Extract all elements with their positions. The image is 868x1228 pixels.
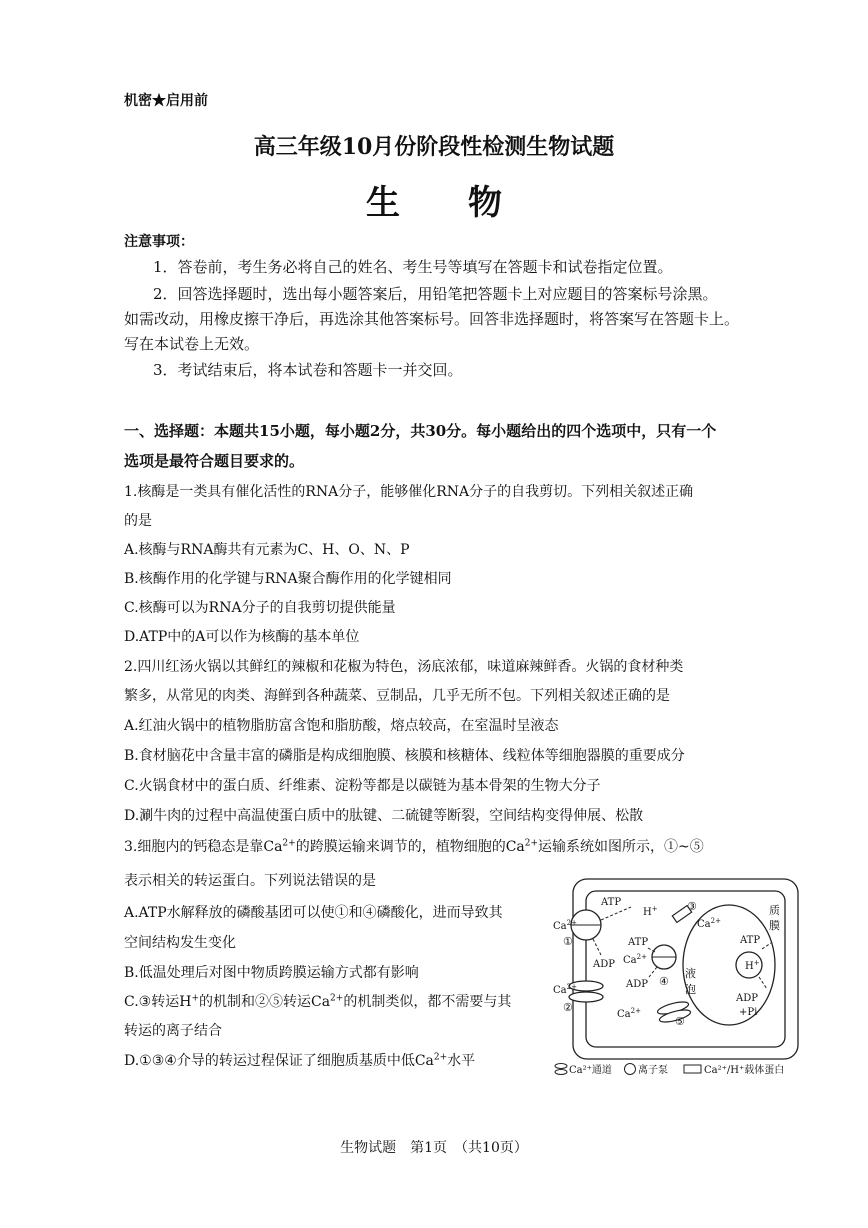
label-adp-vacuole: ADP [736,993,758,1004]
q3-option-d: D.①③④介导的转运过程保证了细胞质基质中低$Ca^{2+}$水平 [124,1052,476,1069]
exam-title: 高三年级10月份阶段性检测生物试题 [253,134,615,160]
notice-heading: 注意事项： [124,234,194,250]
arrow-adp-1 [593,939,601,955]
label-num-2: ② [563,1001,573,1014]
section-heading-line-1: 一、选择题：本题共15小题，每小题2分，共30分。每小题给出的四个选项中，只有一个 [124,422,717,440]
label-num-3: ③ [687,900,697,913]
label-ca-4: $Ca^{2+}$ [623,953,647,966]
label-h-3: H+ [643,905,658,918]
q2-stem-line-2: 繁多，从常见的肉类、海鲜到各种蔬菜、豆制品，几乎无所不包。下列相关叙述正确的是 [124,688,670,704]
label-num-4: ④ [659,975,669,988]
legend-pump-label: 离子泵 [638,1065,668,1076]
notice-item-1: 1．答卷前，考生务必将自己的姓名、考生号等填写在答题卡和试卷指定位置。 [153,258,673,276]
label-ca-1: $Ca^{2+}$ [553,919,577,932]
label-ca-2: $Ca^{2+}$ [553,983,577,996]
label-num-1: ① [563,935,573,948]
legend-carrier-label: Ca²⁺/H⁺载体蛋白 [704,1065,785,1076]
q3-option-c-line-1: C.③转运H+的机制和②⑤转运$Ca^{2+}$的机制类似，都不需要与其 [124,993,512,1010]
notice-item-2-line-3: 写在本试卷上无效。 [124,335,260,353]
legend-channel-icon-bottom [555,1070,567,1075]
q2-option-b: B.食材脑花中含量丰富的磷脂是构成细胞膜、核膜和核糖体、线粒体等细胞器膜的重要成分 [124,748,685,764]
legend-carrier-icon [684,1065,701,1073]
q2-option-a: A.红油火锅中的植物脂肪富含饱和脂肪酸，熔点较高，在室温时呈液态 [124,718,559,734]
label-atp-1: ATP [601,897,622,908]
q3-option-b: B.低温处理后对图中物质跨膜运输方式都有影响 [124,965,419,981]
subject-title: 生 物 [366,183,502,223]
legend-pump-icon [625,1064,636,1075]
label-num-5: ⑤ [675,1015,685,1028]
label-membrane-1: 质 [769,904,780,917]
arrow-adp-4 [649,967,657,977]
label-ca-5: $Ca^{2+}$ [617,1007,641,1020]
q3-option-a-line-1: A.ATP水解释放的磷酸基团可以使①和④磷酸化，进而导致其 [124,905,503,921]
label-h-vacuole: H+ [745,959,760,972]
arrow-adp-vacuole [759,977,767,989]
label-membrane-2: 膜 [769,919,780,932]
q2-option-c: C.火锅食材中的蛋白质、纤维素、淀粉等都是以碳链为基本骨架的生物大分子 [124,778,601,794]
label-adp-1: ADP [593,959,615,970]
label-adp-4: ADP [626,979,648,990]
legend-channel-label: Ca²⁺通道 [569,1065,612,1076]
q1-option-a: A.核酶与RNA酶共有元素为C、H、O、N、P [124,542,410,558]
notice-item-2-line-1: 2．回答选择题时，选出每小题答案后，用铅笔把答题卡上对应题目的答案标号涂黑。 [153,285,718,303]
q3-option-c-line-2: 转运的离子结合 [124,1023,222,1039]
label-atp-4: ATP [628,937,649,948]
q1-option-d: D.ATP中的A可以作为核酶的基本单位 [124,629,360,645]
calcium-transport-diagram [553,877,803,1082]
channel-2-lower [569,992,603,1002]
page-footer: 生物试题 第1页 （共10页） [340,1140,528,1156]
legend-channel-icon-top [555,1064,567,1069]
q3-option-a-line-2: 空间结构发生变化 [124,935,236,951]
q3-stem-line-1: 3.细胞内的钙稳态是靠$Ca^{2+}$的跨膜运输来调节的，植物细胞的$Ca^{2+}$运输系统如图所示，①~⑤ [124,838,704,855]
q1-stem-line-1: 1.核酶是一类具有催化活性的RNA分子，能够催化RNA分子的自我剪切。下列相关叙述正确 [124,484,694,500]
confidential-mark: 机密★启用前 [124,93,208,109]
q2-stem-line-1: 2.四川红汤火锅以其鲜红的辣椒和花椒为特色，汤底浓郁，味道麻辣鲜香。火锅的食材种类 [124,659,684,675]
label-vacuole-2: 泡 [685,983,696,996]
label-atp-vacuole: ATP [740,935,761,946]
notice-item-3: 3．考试结束后，将本试卷和答题卡一并交回。 [153,361,463,379]
label-ca-3: $Ca^{2+}$ [697,917,721,930]
q2-option-d: D.涮牛肉的过程中高温使蛋白质中的肽键、二硫键等断裂，空间结构变得伸展、松散 [124,808,644,824]
arrow-atp-vacuole [762,943,771,949]
notice-item-2-line-2: 如需改动，用橡皮擦干净后，再选涂其他答案标号。回答非选择题时，将答案写在答题卡上。 [124,310,740,328]
label-pi-vacuole: +Pi [739,1007,758,1018]
label-vacuole-1: 液 [685,967,696,980]
section-heading-line-2: 选项是最符合题目要求的。 [124,452,305,470]
q1-option-c: C.核酶可以为RNA分子的自我剪切提供能量 [124,600,396,616]
q1-option-b: B.核酶作用的化学键与RNA聚合酶作用的化学键相同 [124,571,452,587]
q3-stem-line-2: 表示相关的转运蛋白。下列说法错误的是 [124,873,376,889]
arrow-atp-1 [601,907,631,920]
q1-stem-line-2: 的是 [124,513,152,529]
